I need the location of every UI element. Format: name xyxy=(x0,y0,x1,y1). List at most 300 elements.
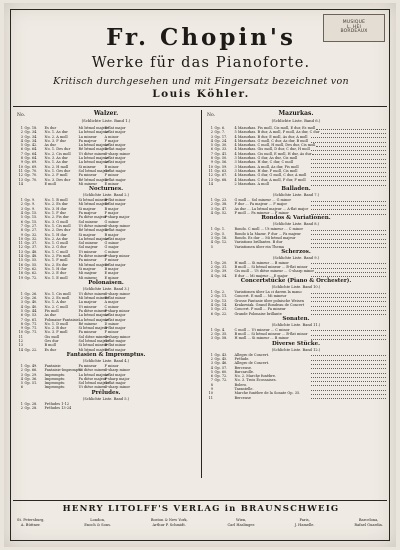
opus-number: Op. 15. xyxy=(24,215,38,220)
key-german: Préludes 1-12 xyxy=(44,401,70,406)
opus-number: Op. 44. xyxy=(24,308,38,313)
entry-number: 5 xyxy=(210,244,213,249)
key-german: B moll xyxy=(44,343,56,348)
opus-number: Op. 57. xyxy=(214,365,228,370)
opus-number: Op. 56. xyxy=(214,160,228,165)
entry-number: 9 xyxy=(210,160,213,165)
dot-leader xyxy=(311,308,386,311)
key-german: No. 2. Fis dur xyxy=(44,215,69,220)
section-title: Diverse Stücke. xyxy=(271,340,321,347)
key-german: No. 1. H dur xyxy=(44,232,67,237)
key-english: F-sharp minor xyxy=(104,308,130,313)
dot-leader xyxy=(311,375,386,378)
section-note: (Schlichte Liste. Band 11.) xyxy=(271,322,321,327)
key-french: Sol majeur xyxy=(78,245,98,250)
opus-number: Op. 70. xyxy=(24,168,38,173)
key-german: Fantaisie-Impromptu xyxy=(44,368,82,373)
entry-number: 19 xyxy=(18,275,23,280)
entry-title: Concert. E moll ... Mi mineur xyxy=(234,294,287,299)
entry-number: 9 xyxy=(20,160,23,165)
entry-number: 2 xyxy=(210,332,213,337)
entry-title: Grosse Fantasie über polnische Weisen xyxy=(234,298,304,303)
entry-title: 4 Mazurkas. Cis moll, E moll, H dur, As dur xyxy=(234,151,312,156)
key-english: C-sharp minor xyxy=(104,291,130,296)
entry-number: 2 xyxy=(210,231,213,236)
key-english: A-flat major xyxy=(104,130,126,135)
opus-number: Op. 37. xyxy=(24,245,38,250)
key-german: Préludes 13-24 xyxy=(44,406,72,411)
key-german: As dur xyxy=(44,313,57,318)
entry-title: Variationen über ein Thema xyxy=(234,244,284,249)
section-title: Préludes. xyxy=(91,389,121,396)
dot-leader xyxy=(311,366,386,369)
opus-number: Op. 26. xyxy=(24,296,38,301)
section-walzer-rows xyxy=(15,126,197,186)
key-german: No. 2. Des dur xyxy=(44,228,71,233)
dot-leader xyxy=(311,392,386,395)
agent-city: London, xyxy=(90,518,106,522)
key-french: Mi bémol majeur xyxy=(78,202,109,207)
entry-number: 9 xyxy=(20,326,23,331)
key-english: F minor xyxy=(104,258,119,263)
agent-name: Arthur P. Schmidt. xyxy=(152,522,186,527)
right-column xyxy=(205,110,387,400)
opus-number: Op. 13. xyxy=(214,298,228,303)
opus-number: Op. 55. xyxy=(24,262,38,267)
key-german: No. 1. Cis moll xyxy=(44,291,71,296)
entry-number: 1 xyxy=(20,198,23,203)
key-german: Impromptu xyxy=(44,372,65,377)
section-fantasien-rows xyxy=(15,364,197,390)
entry-title: Prélude. xyxy=(234,356,250,361)
entry-number: 8 xyxy=(210,156,213,161)
dot-leader xyxy=(311,199,386,202)
key-english: E-flat major xyxy=(104,126,126,130)
key-english: E minor xyxy=(104,275,119,280)
dot-leader xyxy=(311,178,386,181)
opus-number: Op. 27. xyxy=(24,228,38,233)
key-english: B major xyxy=(104,266,119,271)
key-french: La bémol majeur xyxy=(78,236,109,241)
key-french: La bémol majeur xyxy=(78,313,109,318)
dot-leader xyxy=(311,266,386,269)
key-german: E moll xyxy=(44,181,56,186)
key-french: Sol bémol majeur xyxy=(78,168,110,173)
opus-number: Op. 64. xyxy=(24,151,38,156)
key-french: Mi bémol majeur xyxy=(78,262,109,267)
entry-title: Allegro de Concert. xyxy=(234,361,270,366)
entry-title: Variationen über La ci darem la mano xyxy=(234,290,302,295)
entry-title: Tarantelle. xyxy=(234,387,254,392)
dot-leader xyxy=(311,148,386,151)
opus-number: Op. 69. xyxy=(24,164,38,169)
dot-leader xyxy=(311,328,386,331)
opus-number: Op. 63. xyxy=(214,168,228,173)
entry-title: B moll ... Si bémol mineur ... B-flat minor xyxy=(234,332,308,337)
dot-leader xyxy=(311,383,386,386)
entry-number: 8 xyxy=(20,156,23,161)
opus-number: Op. 53. xyxy=(24,313,38,318)
key-french: Mi majeur xyxy=(78,271,97,276)
key-english: B-flat major xyxy=(104,326,126,331)
entry-number: 3 xyxy=(210,361,213,366)
dot-leader xyxy=(311,379,386,382)
opus-number: Op. 17. xyxy=(214,134,228,139)
entry-number: 5 xyxy=(20,308,23,313)
dot-leader xyxy=(311,291,386,294)
key-french: Fa dièse majeur xyxy=(78,215,107,220)
dot-leader xyxy=(316,127,386,130)
stamp-line: L. HEI xyxy=(346,24,362,30)
entry-title: B moll ... Si bémol mineur ... B-flat minor xyxy=(234,265,308,270)
opus-number: Op. 23. xyxy=(214,198,228,203)
key-german: No. 2. F moll xyxy=(44,173,68,178)
key-english: F minor xyxy=(104,173,119,178)
key-german: No. 1. G moll xyxy=(44,241,68,246)
key-french: Ré mineur xyxy=(78,321,98,326)
agent-name: A. Büttner. xyxy=(20,522,41,527)
key-english: C-sharp minor xyxy=(104,385,130,390)
key-french: Fa mineur xyxy=(78,363,97,368)
opus-number: Op. 62. xyxy=(24,271,38,276)
section-walzer-header xyxy=(15,110,197,126)
agent-entry xyxy=(227,518,255,527)
key-french: Si majeur xyxy=(78,266,96,271)
entry-number: 6 xyxy=(20,219,23,224)
section-rondos-rows xyxy=(205,227,387,248)
entry-number: 14 xyxy=(208,181,213,186)
key-french: Ut dièse mineur xyxy=(78,151,108,156)
key-english: G-sharp minor xyxy=(104,334,131,339)
entry-number: 9 xyxy=(210,387,213,392)
section-note: (Schlichte Liste. Band 9.) xyxy=(272,255,320,260)
dot-leader xyxy=(311,157,386,160)
opus-number: Op. 35. xyxy=(214,332,228,337)
entry-number: 1 xyxy=(20,363,23,368)
section-concert-rows xyxy=(205,290,387,316)
opus-number: Op. 24. xyxy=(214,138,228,143)
dot-leader xyxy=(311,165,386,168)
entry-number: 5 xyxy=(20,215,23,220)
opus-number: Op. 30. xyxy=(214,143,228,148)
key-french: Si bémol mineur xyxy=(78,198,108,203)
opus-number: Op. 20. xyxy=(214,260,228,265)
opus-number: Op. 43. xyxy=(214,352,228,357)
key-german: No. 1. F dur xyxy=(44,211,66,216)
publisher-name: HENRY LITOLFF'S VERLAG in BRAUNSCHWEIG xyxy=(62,504,340,514)
entry-title: H moll ... Si mineur ... B minor xyxy=(234,260,289,265)
entry-number: 3 xyxy=(210,235,213,240)
key-french: Ut dièse mineur xyxy=(78,291,108,296)
section-title: Walzer. xyxy=(93,110,119,117)
key-german: Es dur xyxy=(44,126,57,130)
dot-leader xyxy=(311,237,386,240)
section-title: Polonaisen. xyxy=(88,279,124,286)
entry-number: 12 xyxy=(18,245,23,250)
entry-title: Krakowiak. Grand Rondeau de Concert xyxy=(234,302,305,307)
dot-leader xyxy=(311,299,386,302)
opus-number: Op. 9. xyxy=(24,206,36,211)
key-german: No. 2. Es dur xyxy=(44,202,68,207)
section-balladen-rows xyxy=(205,198,387,215)
opus-number: Op. 41. xyxy=(214,151,228,156)
dot-leader xyxy=(311,161,386,164)
list-item xyxy=(205,396,387,400)
key-english: G-flat major xyxy=(104,339,126,344)
entry-number: 3 xyxy=(210,298,213,303)
key-english: B major xyxy=(104,206,119,211)
section-title: Scherzos. xyxy=(281,248,311,255)
entry-title: Concert. F moll ... Fa mineur xyxy=(234,307,286,312)
entry-number: 7 xyxy=(210,151,213,156)
key-english: E-flat major xyxy=(104,262,126,267)
key-french: Si majeur xyxy=(78,232,96,237)
opus-number: Op. 72. xyxy=(214,374,228,379)
entry-number: 2 xyxy=(20,368,23,373)
entry-title: 3 Mazurkas. A moll, As dur, Fis moll xyxy=(234,164,299,169)
entry-title: No. 3. Trois Écossaises. xyxy=(234,378,277,383)
entry-title: Grande Polonaise brillante xyxy=(234,311,282,316)
key-english: A-flat major xyxy=(104,143,126,148)
key-english: B major xyxy=(104,232,119,237)
key-english: E-flat major xyxy=(104,202,126,207)
section-mazurkas-rows xyxy=(205,126,387,186)
key-german: Fis moll xyxy=(44,308,59,313)
key-french: La bémol majeur xyxy=(78,130,109,135)
opus-number: Op. 34. xyxy=(24,138,38,143)
entry-number: 14 xyxy=(18,181,23,186)
dot-leader xyxy=(316,144,386,147)
key-english: C minor xyxy=(104,249,119,254)
opus-number: Op. 32. xyxy=(24,232,38,237)
dot-leader xyxy=(311,174,386,177)
entry-title: Marche funèbre de la Sonate Op. 35. xyxy=(234,391,301,396)
opus-number: Op. 36. xyxy=(24,376,38,381)
opus-number: Op. 52. xyxy=(214,211,228,216)
key-french: Fa dièse majeur xyxy=(78,376,107,381)
opus-number: Op. 59. xyxy=(214,164,228,169)
entry-number: 4 xyxy=(20,211,23,216)
agent-name: Rafael Guardia. xyxy=(354,522,383,527)
entry-number: 2 xyxy=(210,265,213,270)
entry-number: 13 xyxy=(18,343,23,348)
entry-number: 3 xyxy=(20,300,23,305)
left-column xyxy=(15,110,197,410)
section-sonaten-rows xyxy=(205,328,387,341)
entry-number: 2 xyxy=(20,202,23,207)
key-german: No. 3. F moll xyxy=(44,330,68,335)
key-english: D-flat major xyxy=(104,228,126,233)
key-french: Fa dièse mineur xyxy=(78,254,107,259)
dot-leader xyxy=(311,135,386,138)
opus-number: Op. 67. xyxy=(214,173,228,178)
entry-title: C moll ... Ut mineur ... C minor xyxy=(234,327,290,332)
entry-number: 10 xyxy=(18,236,23,241)
agent-city: Boston & New York, xyxy=(150,518,188,522)
opus-number: Op. 60. xyxy=(214,369,228,374)
key-german: Gis moll xyxy=(44,334,59,339)
dot-leader xyxy=(311,232,386,235)
opus-number: Op. 18. xyxy=(24,126,38,130)
key-german: No. 3. G moll xyxy=(44,219,68,224)
entry-number: 2 xyxy=(210,202,213,207)
key-english: D minor xyxy=(104,321,119,326)
key-english: A-flat major xyxy=(104,317,126,322)
key-french: Ut mineur xyxy=(78,249,97,254)
dot-leader xyxy=(311,371,386,374)
section-title: Concertstücke (Piano & Orchester). xyxy=(240,278,352,285)
entry-number: 15 xyxy=(18,258,23,263)
section-title: Sonaten. xyxy=(282,315,310,322)
section-note: (Schlichte Liste. Band 2.) xyxy=(82,193,130,198)
agent-city: Barcelona, xyxy=(358,518,379,522)
section-title: Rondos & Variationen. xyxy=(261,215,331,222)
opus-number: Op. 64. xyxy=(24,156,38,161)
section-nocturnes-rows xyxy=(15,198,197,280)
key-english: B minor xyxy=(104,164,119,169)
key-english: F-sharp minor xyxy=(104,254,130,259)
opus-number: Op. 55. xyxy=(24,258,38,263)
section-diverse-rows xyxy=(205,353,387,400)
key-french: Fa dièse mineur xyxy=(78,308,107,313)
entry-number: 1 xyxy=(210,352,213,357)
opus-number: Op. 33. xyxy=(214,147,228,152)
entry-number: 4 xyxy=(20,304,23,309)
key-german: No. 1. A dur xyxy=(44,300,67,305)
opus-number: Op. 37. xyxy=(24,241,38,246)
entry-number: 5 xyxy=(210,307,213,312)
opus-number: Op. 71. xyxy=(24,330,38,335)
entry-title: Barcarolle. xyxy=(234,369,255,374)
dot-leader xyxy=(312,152,386,155)
opus-number: Op. 72. xyxy=(214,378,228,383)
opus-number: Op. 40. xyxy=(24,304,38,309)
opus-number: Op. 27. xyxy=(24,223,38,228)
entry-number: 3 xyxy=(210,336,213,341)
opus-number: Op. 7. xyxy=(214,130,226,135)
key-english: F major xyxy=(104,211,119,216)
key-german: No. 2. Es dur xyxy=(44,262,68,267)
key-english: D-flat major xyxy=(104,177,126,182)
key-english: G-flat major xyxy=(104,168,126,173)
dot-leader xyxy=(311,304,386,307)
opus-number: Op. 15. xyxy=(24,219,38,224)
agent-city: Wien, xyxy=(236,518,247,522)
opus-number: Op. 66. xyxy=(24,368,38,373)
opus-number: Op. 61. xyxy=(24,317,38,322)
section-title: Fantasien & Impromptus. xyxy=(66,351,146,358)
key-german: No. 3. F dur xyxy=(44,138,66,143)
key-english: A-flat major xyxy=(104,160,126,165)
number-label: No. xyxy=(17,113,25,118)
dot-leader xyxy=(311,207,386,210)
key-english: G minor xyxy=(104,241,119,246)
opus-number: Op. 32. xyxy=(24,236,38,241)
agent-entry xyxy=(354,518,383,527)
dot-leader xyxy=(311,261,386,264)
entry-number: 6 xyxy=(210,311,213,316)
key-german: No. 3. H dur xyxy=(44,206,67,211)
entry-number: 12 xyxy=(18,173,23,178)
key-german: No. 3. Des dur xyxy=(44,177,71,182)
agent-name: Enoch & Sons. xyxy=(84,522,112,527)
entry-title: 4 Mazurkas. Gis moll, D dur, C dur, H moll xyxy=(234,147,310,152)
opus-number: Op. 9. xyxy=(24,198,36,203)
entry-title: Rondo. C moll ... Ut mineur ... C minor xyxy=(234,227,304,232)
key-english: B-flat minor xyxy=(104,343,126,348)
agent-entry xyxy=(17,518,44,527)
dot-leader xyxy=(315,270,386,273)
key-french: La majeur xyxy=(78,300,97,305)
key-english: A major xyxy=(104,300,119,305)
entry-title: Berceuse. xyxy=(234,365,253,370)
entry-number: 11 xyxy=(208,168,213,173)
entry-number: 8 xyxy=(20,321,23,326)
key-french: Fa majeur xyxy=(78,211,97,216)
key-german: No. 1. Ges dur xyxy=(44,168,71,173)
opus-number: Op. 49. xyxy=(24,363,38,368)
entry-number: 7 xyxy=(210,378,213,383)
entry-title: 4 Mazurkas. B dur, E moll, As dur, A moll xyxy=(234,134,308,139)
key-french: Ut dièse mineur xyxy=(78,223,108,228)
opus-number: Op. 51. xyxy=(24,381,38,386)
agent-name: J. Hamelle. xyxy=(294,522,315,527)
key-english: G-flat major xyxy=(104,381,126,386)
entry-title: 4 Mazurkas. G dur, G moll, C dur, A moll xyxy=(234,173,307,178)
key-german: No. 1. As dur xyxy=(44,160,68,165)
opus-number: Op. 71. xyxy=(24,326,38,331)
key-german: No. 2. H moll xyxy=(44,164,69,169)
dot-leader xyxy=(311,295,386,298)
entry-number: 2 xyxy=(210,356,213,361)
entry-number: 6 xyxy=(210,374,213,379)
entry-number: 18 xyxy=(18,271,23,276)
opus-number: Op. 28. xyxy=(24,401,38,406)
section-title: Nocturnes. xyxy=(89,186,123,193)
entry-number: 7 xyxy=(20,223,23,228)
key-english: F minor xyxy=(104,330,119,335)
key-french: Ut mineur xyxy=(78,304,97,309)
opus-number: Op. 62. xyxy=(24,266,38,271)
entry-number: 12 xyxy=(18,339,23,344)
key-french: La bémol majeur xyxy=(78,156,109,161)
dot-leader xyxy=(311,241,386,244)
entry-title: No. 2. Marche funèbre. xyxy=(234,374,276,379)
opus-number: Op. 47. xyxy=(214,206,228,211)
footer-rule xyxy=(13,500,387,501)
entry-number: 1 xyxy=(210,327,213,332)
agents-list xyxy=(17,518,383,527)
key-german: No. 1. Des dur xyxy=(44,147,71,152)
key-english: A minor xyxy=(104,134,119,139)
edition-note: Kritisch durchgesehen und mit Fingersatz bezeichnet von xyxy=(53,76,349,87)
entry-number: 10 xyxy=(208,164,213,169)
key-english: A-flat major xyxy=(104,372,126,377)
key-english: B-flat minor xyxy=(104,198,126,203)
entry-title: Rondo à la Mazur. F dur ... Fa majeur xyxy=(234,231,301,236)
entry-title: 5 Mazurkas. B dur, A moll, F moll, As dur, C dur xyxy=(234,130,320,135)
entry-number: 6 xyxy=(20,313,23,318)
key-french: Mi bémol majeur xyxy=(78,126,109,130)
agent-entry xyxy=(84,518,111,527)
opus-number: Op. 4. xyxy=(214,327,226,332)
key-german: No. 2. C moll xyxy=(44,304,68,309)
key-french: Sol dièse mineur xyxy=(78,334,109,339)
entry-title: Cis moll ... Ut dièse mineur ... C-sharp minor xyxy=(234,269,315,274)
section-note: (Schlichte Liste. Band 10.) xyxy=(271,285,321,290)
key-german: No. 1. H dur xyxy=(44,266,67,271)
key-english: F-sharp major xyxy=(104,376,130,381)
